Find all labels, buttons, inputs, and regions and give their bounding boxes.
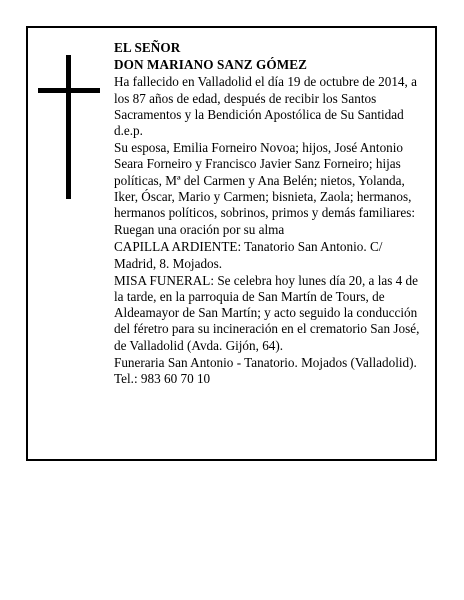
family-list: Su esposa, Emilia Forneiro Novoa; hijos, José Antonio Seara Forneiro y Francisco Javier Sanz Forneiro; hijas políticas, Mª del Carmen y Ana Belén; nietos, Yolanda, Iker, Óscar, Mario y Carmen; bisnieta, Zaola; hermanos, hermanos políticos, sobrinos, primos y demás familiares: — [114, 140, 416, 221]
cross-icon — [38, 55, 100, 199]
funeral-home-info: Funeraria San Antonio - Tanatorio. Mojados (Valladolid). Tel.: 983 60 70 10 — [114, 354, 417, 387]
funeral-mass-info: MISA FUNERAL: Se celebra hoy lunes día 20, a las 4 de la tarde, en la parroquia de San Martín de Tours, de Aldeamayor de San Martín; y acto seguido la conducción del féretro para su incineración en el crematorio San José, de Valladolid (Avda. Gijón, 64). — [114, 272, 420, 353]
obituary-notice — [26, 26, 437, 461]
chapel-info: CAPILLA ARDIENTE: Tanatorio San Antonio. C/ Madrid, 8. Mojados. — [114, 239, 383, 271]
honorific: EL SEÑOR — [114, 40, 181, 55]
death-announcement: Ha fallecido en Valladolid el día 19 de octubre de 2014, a los 87 años de edad, después de recibir los Santos Sacramentos y la Bendición Apostólica de Su Santidad d.e.p. — [114, 74, 417, 139]
notice-body — [114, 40, 426, 388]
cross-horizontal-bar — [38, 88, 100, 93]
cross-vertical-bar — [66, 55, 71, 199]
deceased-name: DON MARIANO SANZ GÓMEZ — [114, 57, 308, 73]
prayer-request: Ruegan una oración por su alma — [114, 222, 285, 238]
